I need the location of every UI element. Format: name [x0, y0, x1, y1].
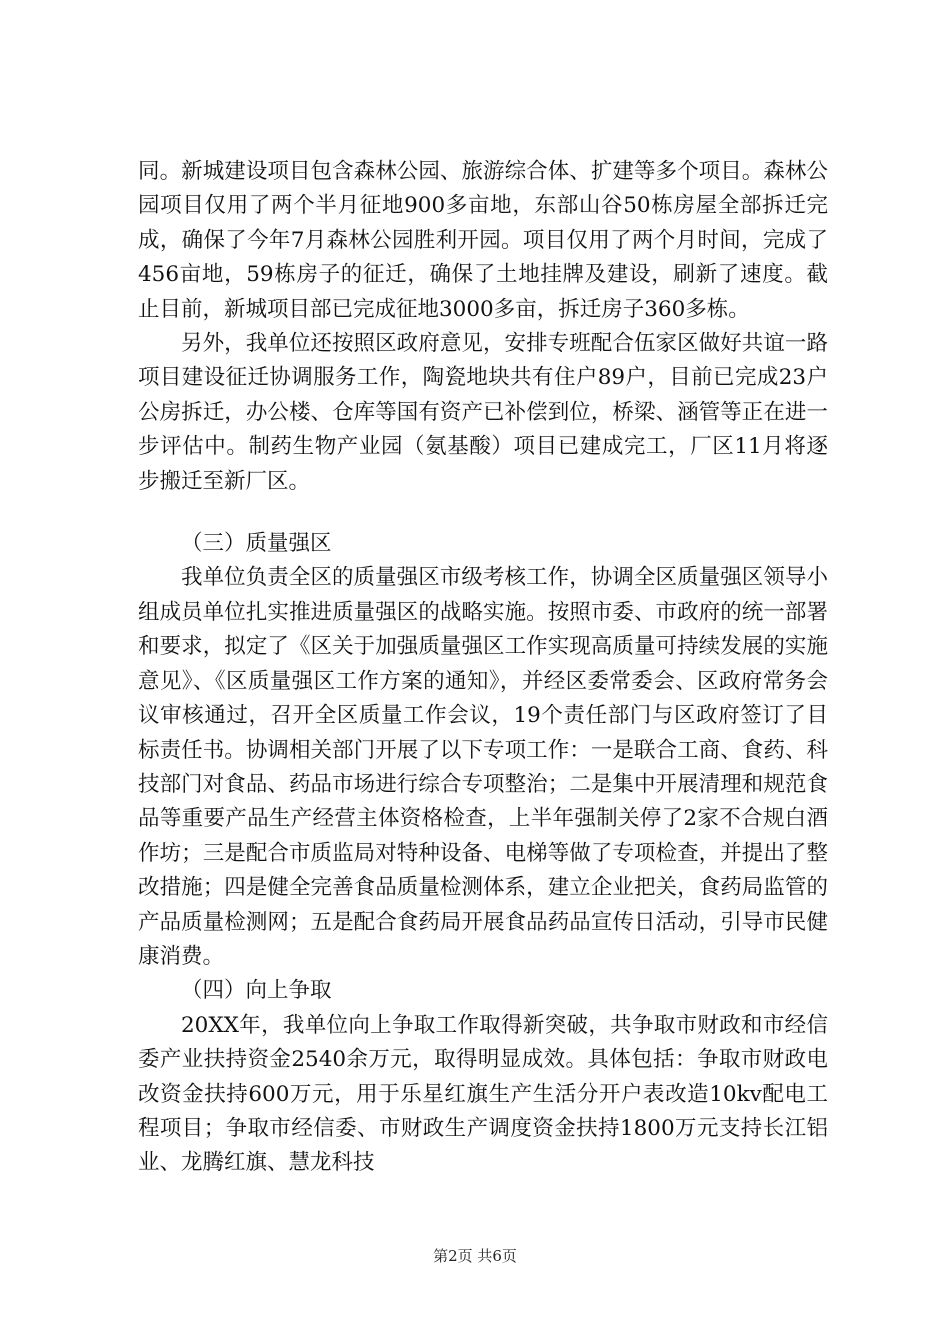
section-heading-quality: （三）质量强区	[181, 531, 332, 557]
section-heading-funding: （四）向上争取	[181, 978, 332, 1004]
paragraph-additional: 另外，我单位还按照区政府意见，安排专班配合伍家区做好共谊一路项目建设征迁协调服务工作，陶瓷地块共有住户89户，目前已完成23户公房拆迁，办公楼、仓库等国有资产已补偿到位，桥梁、涵管等正在进一步评估中。制药生物产业园（氨基酸）项目已建成完工，厂区11月将逐步搬迁至新厂区。	[138, 331, 828, 494]
page-number-footer: 第2页 共6页	[433, 1247, 517, 1265]
paragraph-funding: 20XX年，我单位向上争取工作取得新突破，共争取市财政和市经信委产业扶持资金2540余万元，取得明显成效。具体包括：争取市财政电改资金扶持600万元，用于乐星红旗生产生活分开户表改造10kv配电工程项目；争取市经信委、市财政生产调度资金扶持1800万元支持长江铝业、龙腾红旗、慧龙科技	[138, 1012, 828, 1176]
document-body	[138, 155, 828, 1181]
paragraph-continued: 同。新城建设项目包含森林公园、旅游综合体、扩建等多个项目。森林公园项目仅用了两个半月征地900多亩地，东部山谷50栋房屋全部拆迁完成，确保了今年7月森林公园胜利开园。项目仅用了两个月时间，完成了456亩地，59栋房子的征迁，确保了土地挂牌及建设，刷新了速度。截止目前，新城项目部已完成征地3000多亩，拆迁房子360多栋。	[138, 159, 828, 322]
paragraph-quality: 我单位负责全区的质量强区市级考核工作，协调全区质量强区领导小组成员单位扎实推进质量强区的战略实施。按照市委、市政府的统一部署和要求，拟定了《区关于加强质量强区工作实现高质量可持续发展的实施意见》、《区质量强区工作方案的通知》，并经区委常委会、区政府常务会议审核通过，召开全区质量工作会议，19个责任部门与区政府签订了目标责任书。协调相关部门开展了以下专项工作：一是联合工商、食药、科技部门对食品、药品市场进行综合专项整治；二是集中开展清理和规范食品等重要产品生产经营主体资格检查，上半年强制关停了2家不合规白酒作坊；三是配合市质监局对特种设备、电梯等做了专项检查，并提出了整改措施；四是健全完善食品质量检测体系，建立企业把关，食药局监管的产品质量检测网；五是配合食药局开展食品药品宣传日活动，引导市民健康消费。	[138, 565, 828, 969]
